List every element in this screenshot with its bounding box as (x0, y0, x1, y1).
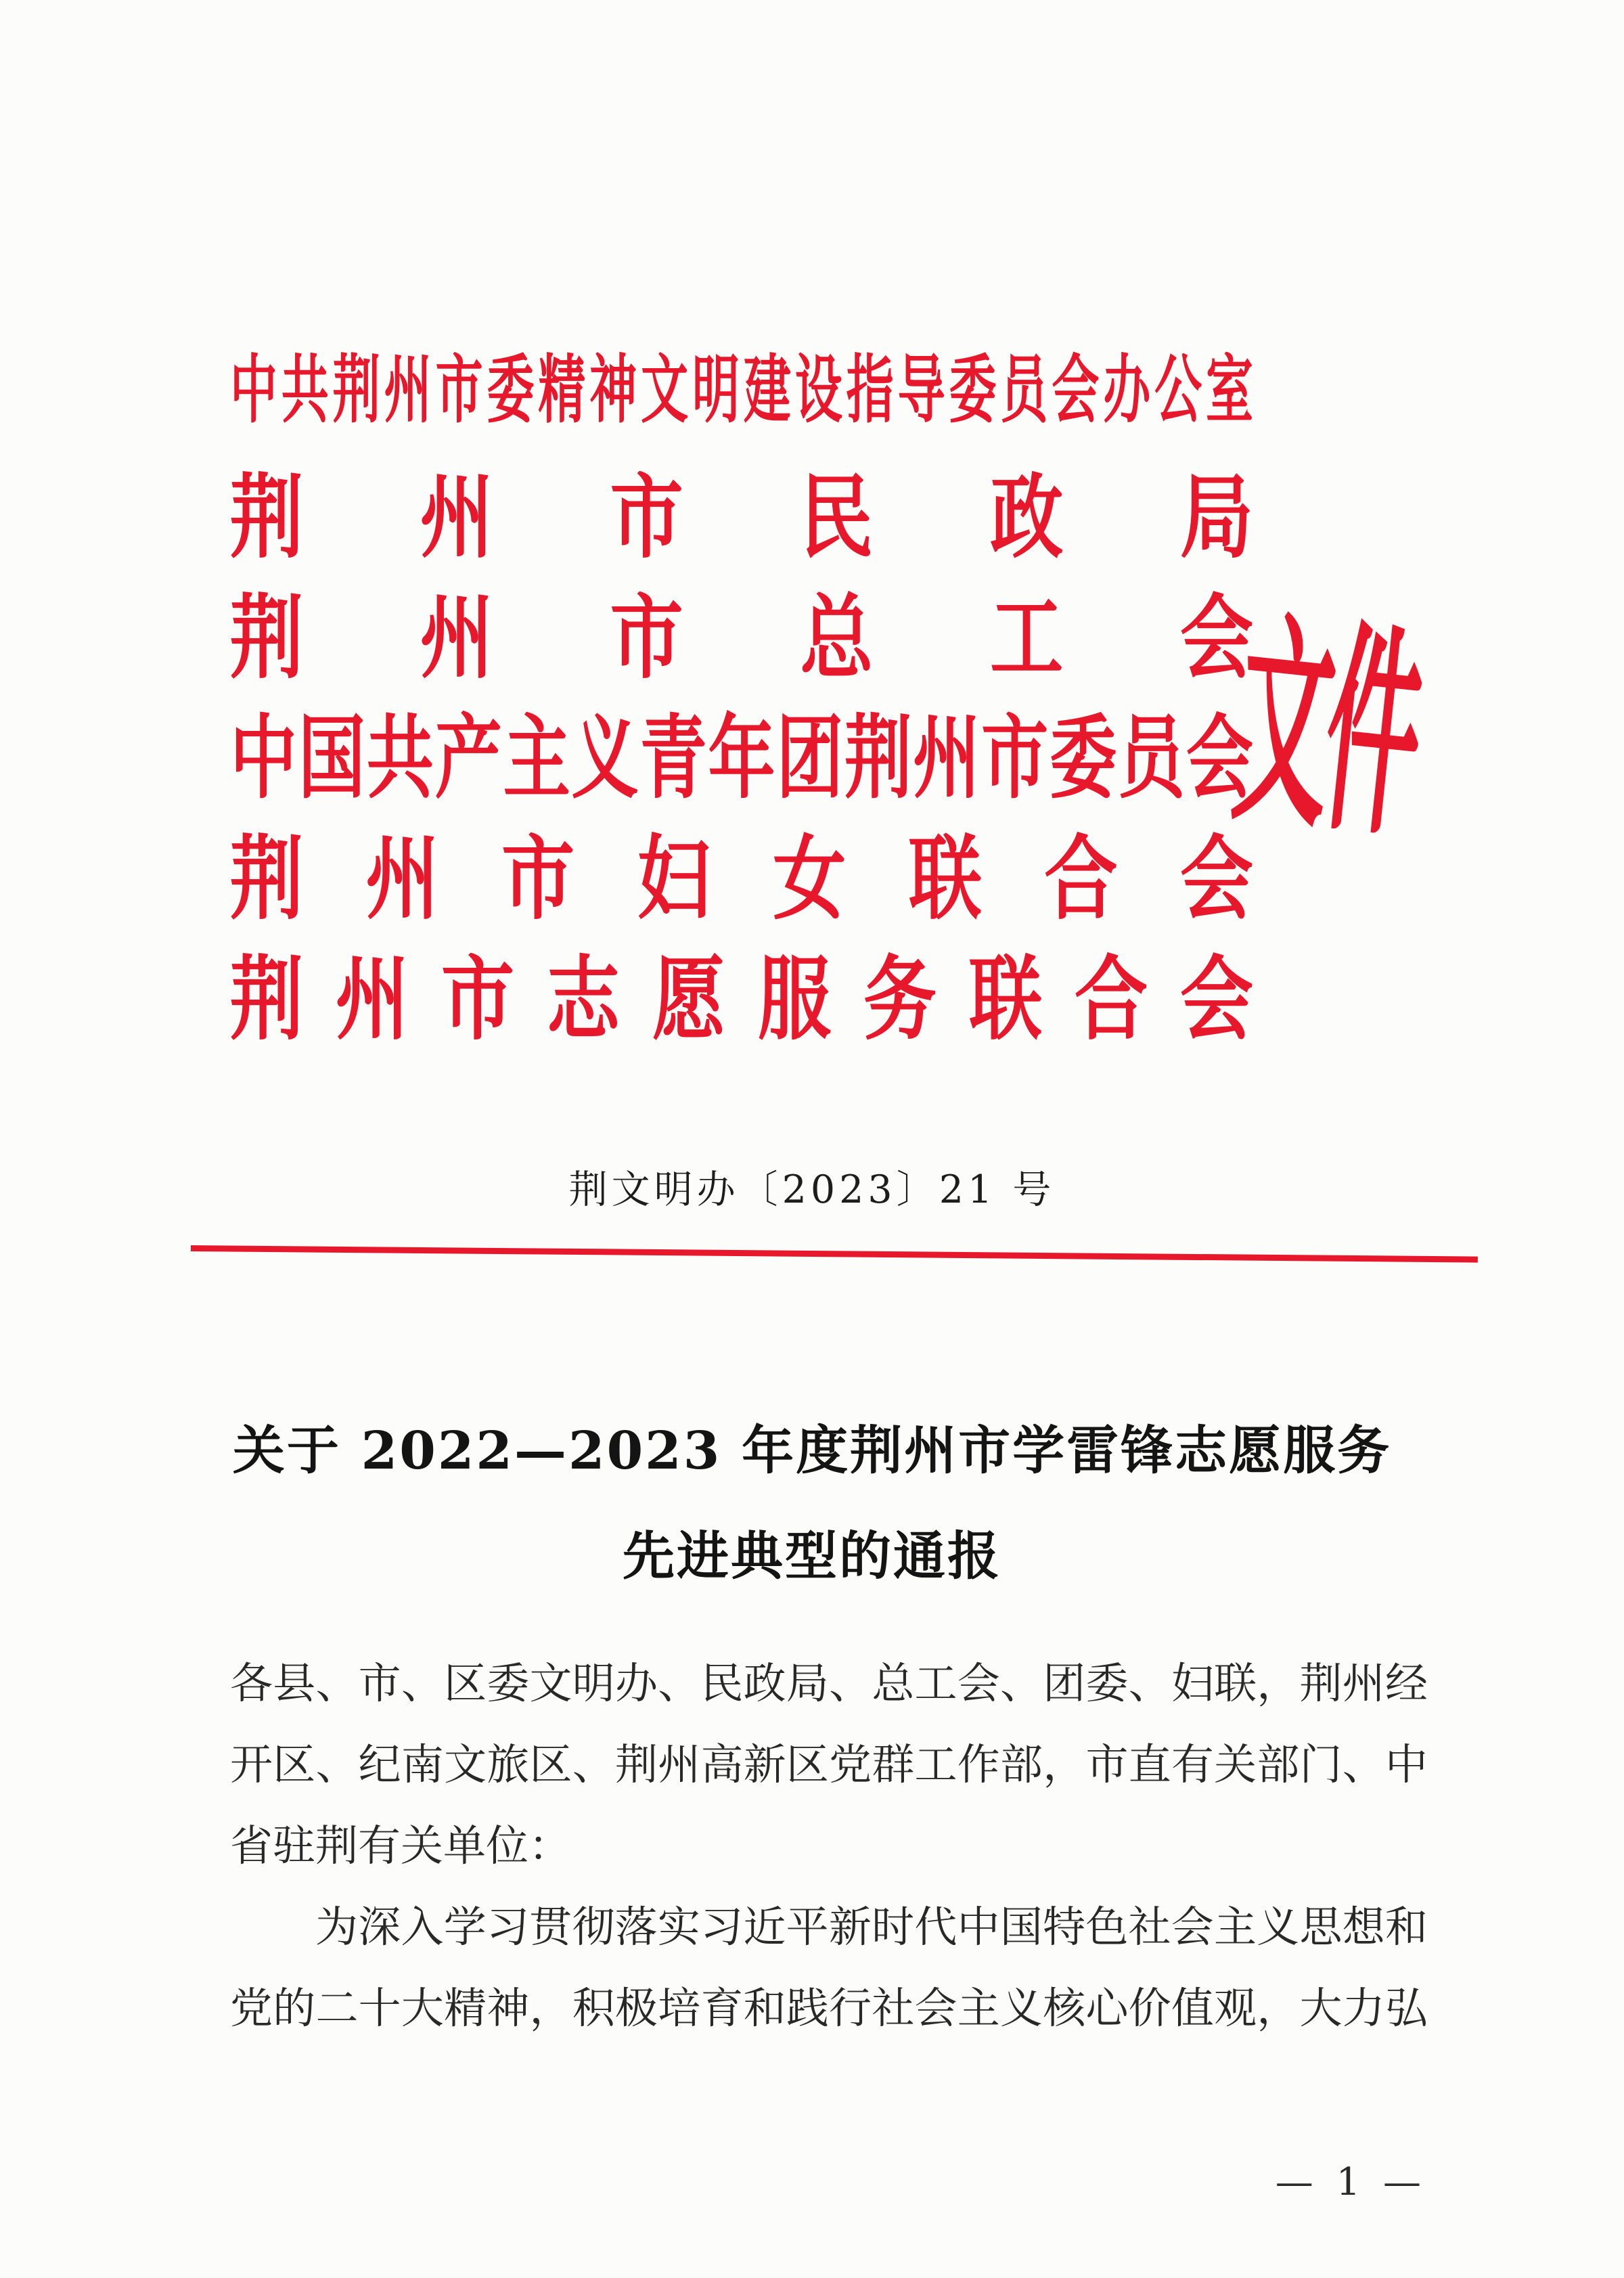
body-line-4: 为深入学习贯彻落实习近平新时代中国特色社会主义思想和 (315, 1902, 1428, 1952)
body-text-block (230, 1643, 1428, 2049)
letterhead-org-line-1: 中共荆州市委精神文明建设指导委员会办公室 (230, 345, 1253, 434)
body-line-1: 各县、市、区委文明办、民政局、总工会、团委、妇联，荆州经 (230, 1659, 1428, 1708)
body-line-5: 党的二十大精神，积极培育和践行社会主义核心价值观，大力弘 (230, 1984, 1428, 2033)
body-line-2: 开区、纪南文旅区、荆州高新区党群工作部，市直有关部门、中 (230, 1740, 1428, 1789)
body-line-3: 省驻荆有关单位： (230, 1821, 571, 1871)
page-footer-number: — 1 — (1275, 2160, 1426, 2204)
doc-title-line-2: 先进典型的通报 (623, 1526, 1001, 1587)
doc-type-label: 文件 (1225, 588, 1429, 868)
doc-number: 荆文明办〔2023〕21 号 (568, 1167, 1056, 1212)
letterhead-org-line-3: 荆州市总工会 (230, 585, 1253, 692)
doc-title-line-1: 关于 2022—2023 年度荆州市学雷锋志愿服务 (232, 1421, 1392, 1481)
letterhead-org-line-6: 荆州市志愿服务联合会 (230, 946, 1253, 1053)
letterhead-org-line-5: 荆州市妇女联合会 (230, 826, 1253, 933)
letterhead-org-line-2: 荆州市民政局 (230, 464, 1253, 571)
letterhead-org-line-4: 中国共产主义青年团荆州市委员会 (230, 705, 1253, 812)
red-separator-line (191, 1245, 1478, 1263)
